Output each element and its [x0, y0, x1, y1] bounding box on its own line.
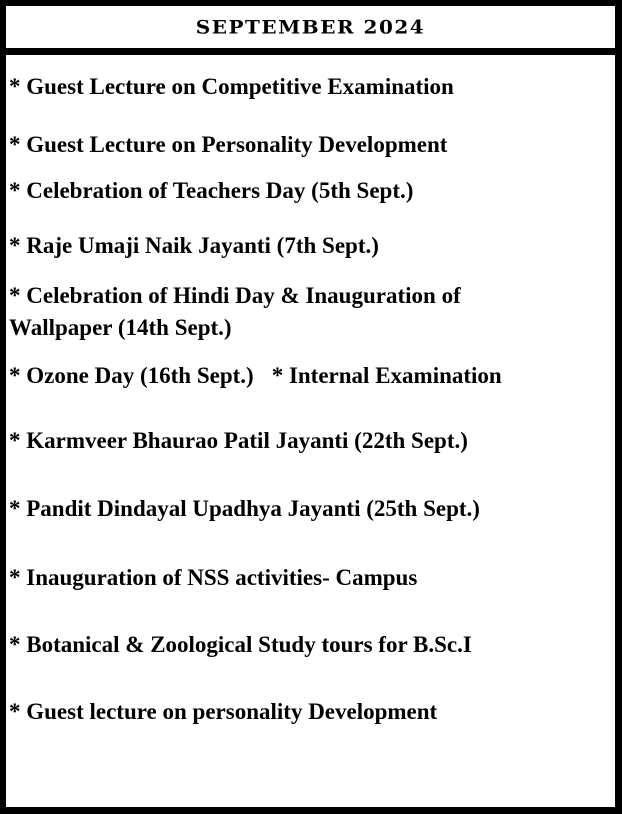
event-item: * Guest lecture on personality Development [9, 699, 438, 724]
month-title: SEPTEMBER 2024 [195, 15, 426, 39]
event-item: * Celebration of Teachers Day (5th Sept.) [9, 178, 414, 203]
event-item: * Internal Examination [271, 363, 502, 388]
event-item: * Guest Lecture on Competitive Examination [9, 74, 454, 99]
event-item: * Botanical & Zoological Study tours for B.Sc.I [9, 632, 472, 657]
event-item: * Pandit Dindayal Upadhya Jayanti (25th Sept.) [9, 496, 480, 521]
events-panel [6, 55, 615, 807]
event-row [9, 360, 609, 392]
event-item: * Raje Umaji Naik Jayanti (7th Sept.) [9, 233, 379, 258]
event-item: * Ozone Day (16th Sept.) [9, 363, 254, 388]
event-item: * Inauguration of NSS activities- Campus [9, 565, 418, 590]
month-header [6, 6, 615, 48]
event-item: * Celebration of Hindi Day & Inauguration of Wallpaper (14th Sept.) [9, 283, 461, 340]
event-item: * Karmveer Bhaurao Patil Jayanti (22th Sept.) [9, 428, 468, 453]
event-item: * Guest Lecture on Personality Development [9, 132, 448, 157]
